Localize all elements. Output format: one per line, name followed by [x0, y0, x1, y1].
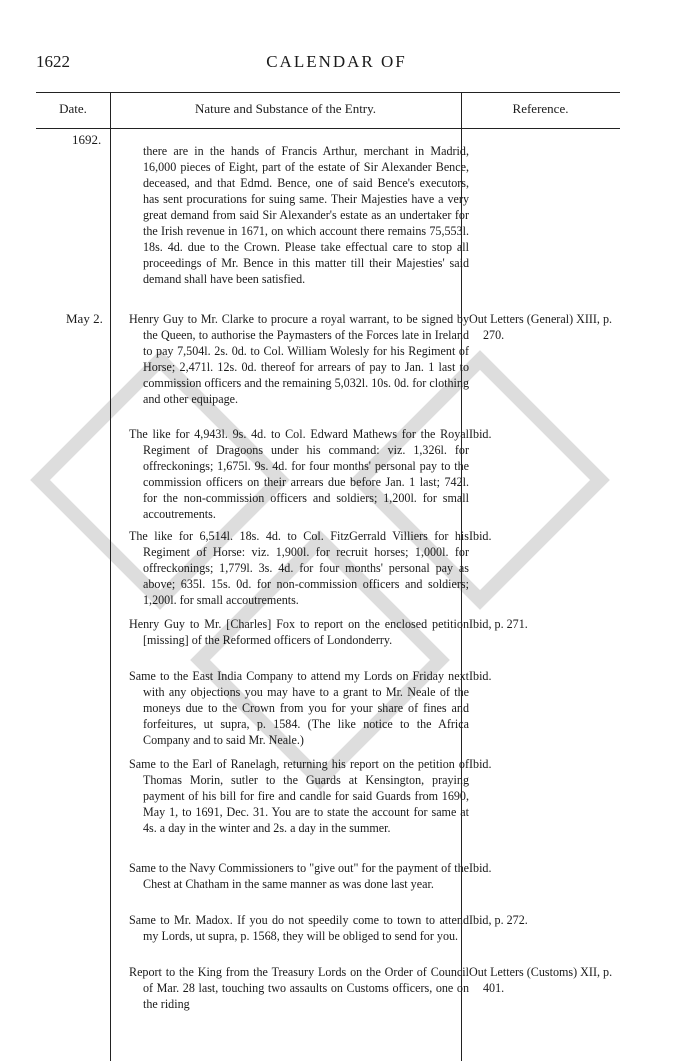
entry-reference: Ibid, p. 271. [469, 617, 528, 631]
table-header-rule [36, 128, 620, 129]
entry-text: Henry Guy to Mr. [Charles] Fox to report on the enclosed petition [missing] of the Reformed officers of Londonderry. [129, 617, 469, 647]
entry-reference: Out Letters (Customs) XII, p. 401. [469, 965, 613, 995]
entry-text: there are in the hands of Francis Arthur, merchant in Madrid, 16,000 pieces of Eight, part of the estate of Sir Alexander Bence, deceased, and that Edmd. Bence, one of said Bence's executors, has sent procurations for suing same. Their Majesties have a very great demand from said Sir Alexander's estate as an undertaker for the Irish revenue in 1671, on which account there remains 75,553l. 18s. 4d. due to the Crown. Please take effectual care to stop all proceedings of Mr. Bence in this matter till their Majesties' said demand shall have been satisfied. [143, 144, 469, 286]
page-number: 1622 [36, 52, 70, 71]
entry-text: Same to the Earl of Ranelagh, returning his report on the petition of Thomas Morin, sutler to the Guards at Kensington, praying payment of his bill for fire and candle for said Guards from 1690, May 1, to 1691, Dec. 31. You are to state the account for same at 4s. a day in the winter and 2s. a day in the summer. [129, 757, 469, 835]
entry-text: The like for 6,514l. 18s. 4d. to Col. FitzGerrald Villiers for his Regiment of Horse: viz. 1,900l. for recruit horses; 1,000l. for offreckonings; 1,779l. 3s. 4d. for four months' personal pay as above; 635l. 15s. 0d. for non-commission officers and soldiers; 1,200l. for small accoutrements. [129, 529, 469, 607]
entry-reference: Ibid. [469, 861, 492, 875]
entry-text: Same to the East India Company to attend my Lords on Friday next with any objections you may have to a grant to Mr. Neale of the moneys due to the Crown from you for your share of fines and forfeitures, ut supra, p. 1584. (The like notice to the Africa Company and to said Mr. Neale.) [129, 669, 469, 747]
entry-date: May 2. [66, 311, 103, 326]
entry-text: Henry Guy to Mr. Clarke to procure a royal warrant, to be signed by the Queen, to authorise the Paymasters of the Forces late in Ireland to pay 7,504l. 2s. 0d. to Col. William Wolesly for his Regiment of Horse; 2,471l. 12s. 0d. thereof for arrears of pay to Jan. 1 last to commission officers and the remaining 5,032l. 10s. 0d. for clothing and other equipage. [129, 312, 469, 406]
entry-text: Same to Mr. Madox. If you do not speedily come to town to attend my Lords, ut supra, p. 1568, they will be obliged to send for you. [129, 913, 469, 943]
entry-reference: Ibid. [469, 427, 492, 441]
table-top-rule [36, 92, 620, 93]
entry-text: The like for 4,943l. 9s. 4d. to Col. Edward Mathews for the Royal Regiment of Dragoons under his command: viz. 1,326l. for offreckonings; 1,675l. 9s. 4d. for four months' personal pay to the commission officers on their arrears due before Jan. 1 last; 742l. for the non-commission officers and soldiers; 1,200l. for small accoutrements. [129, 427, 469, 521]
column-divider [110, 92, 111, 1061]
entry-reference: Ibid. [469, 529, 492, 543]
column-header-reference: Reference. [512, 101, 569, 116]
entry-text: Same to the Navy Commissioners to "give out" for the payment of the Chest at Chatham in the same manner as was done last year. [129, 861, 469, 891]
entry-reference: Out Letters (General) XIII, p. 270. [469, 312, 613, 342]
entry-reference: Ibid, p. 272. [469, 913, 528, 927]
page-header [0, 52, 673, 76]
year-label: 1692. [72, 132, 102, 147]
running-title: CALENDAR OF [266, 52, 407, 71]
entry-reference: Ibid. [469, 757, 492, 771]
column-header-nature: Nature and Substance of the Entry. [194, 101, 377, 116]
entry-reference: Ibid. [469, 669, 492, 683]
entry-text: Report to the King from the Treasury Lords on the Order of Council of Mar. 28 last, touching two assaults on Customs officers, one on the riding [129, 965, 469, 1011]
column-header-date: Date. [59, 101, 87, 116]
